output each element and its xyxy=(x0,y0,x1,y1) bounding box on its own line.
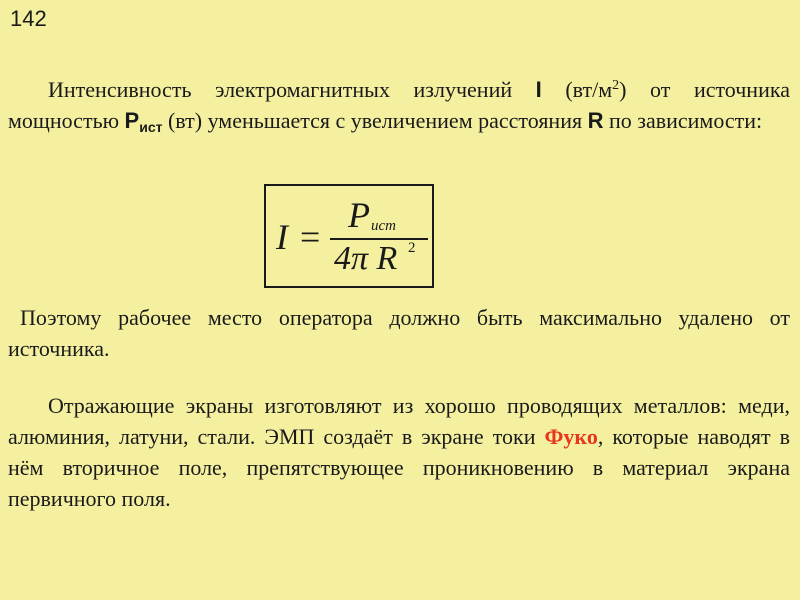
foucault-highlight: Фуко xyxy=(544,424,598,449)
distance-symbol: R xyxy=(587,108,604,133)
formula-numerator: P xyxy=(348,195,370,235)
text-segment: Интенсивность электромагнитных излучений xyxy=(48,77,536,102)
text-segment: (вт/м xyxy=(541,77,613,102)
power-subscript: ист xyxy=(139,119,163,135)
formula-equals: = xyxy=(300,217,321,257)
formula-box xyxy=(264,184,434,288)
intensity-symbol: I xyxy=(535,77,542,102)
text-segment: Отражающие экраны изготовляют из хорошо проводящих металлов: меди, алюминия, латуни, стали. ЭМП создаёт в экране токи xyxy=(8,393,790,449)
text-segment: (вт) уменьшается с увеличением расстояния xyxy=(162,108,588,133)
formula-denominator-superscript: 2 xyxy=(408,240,416,256)
operator-distance-paragraph xyxy=(8,302,790,364)
power-symbol: Р xyxy=(124,108,140,133)
text-segment: , которые наводят в нём вторичное поле, препятствующее проникновению в материал экрана первичного поля. xyxy=(8,424,790,511)
text-segment: Поэтому рабочее место оператора должно быть максимально удалено от источника. xyxy=(8,305,790,361)
intensity-paragraph xyxy=(8,74,790,136)
text-segment: ) от источника мощностью xyxy=(8,77,790,133)
slide-number: 142 xyxy=(10,6,47,31)
unit-superscript: 2 xyxy=(612,78,620,93)
formula-denominator: 4π R xyxy=(334,240,398,277)
formula-numerator-subscript: ист xyxy=(371,218,396,234)
screens-paragraph xyxy=(8,390,790,514)
text-segment: по зависимости: xyxy=(603,108,763,133)
formula-lhs: I xyxy=(276,217,288,257)
